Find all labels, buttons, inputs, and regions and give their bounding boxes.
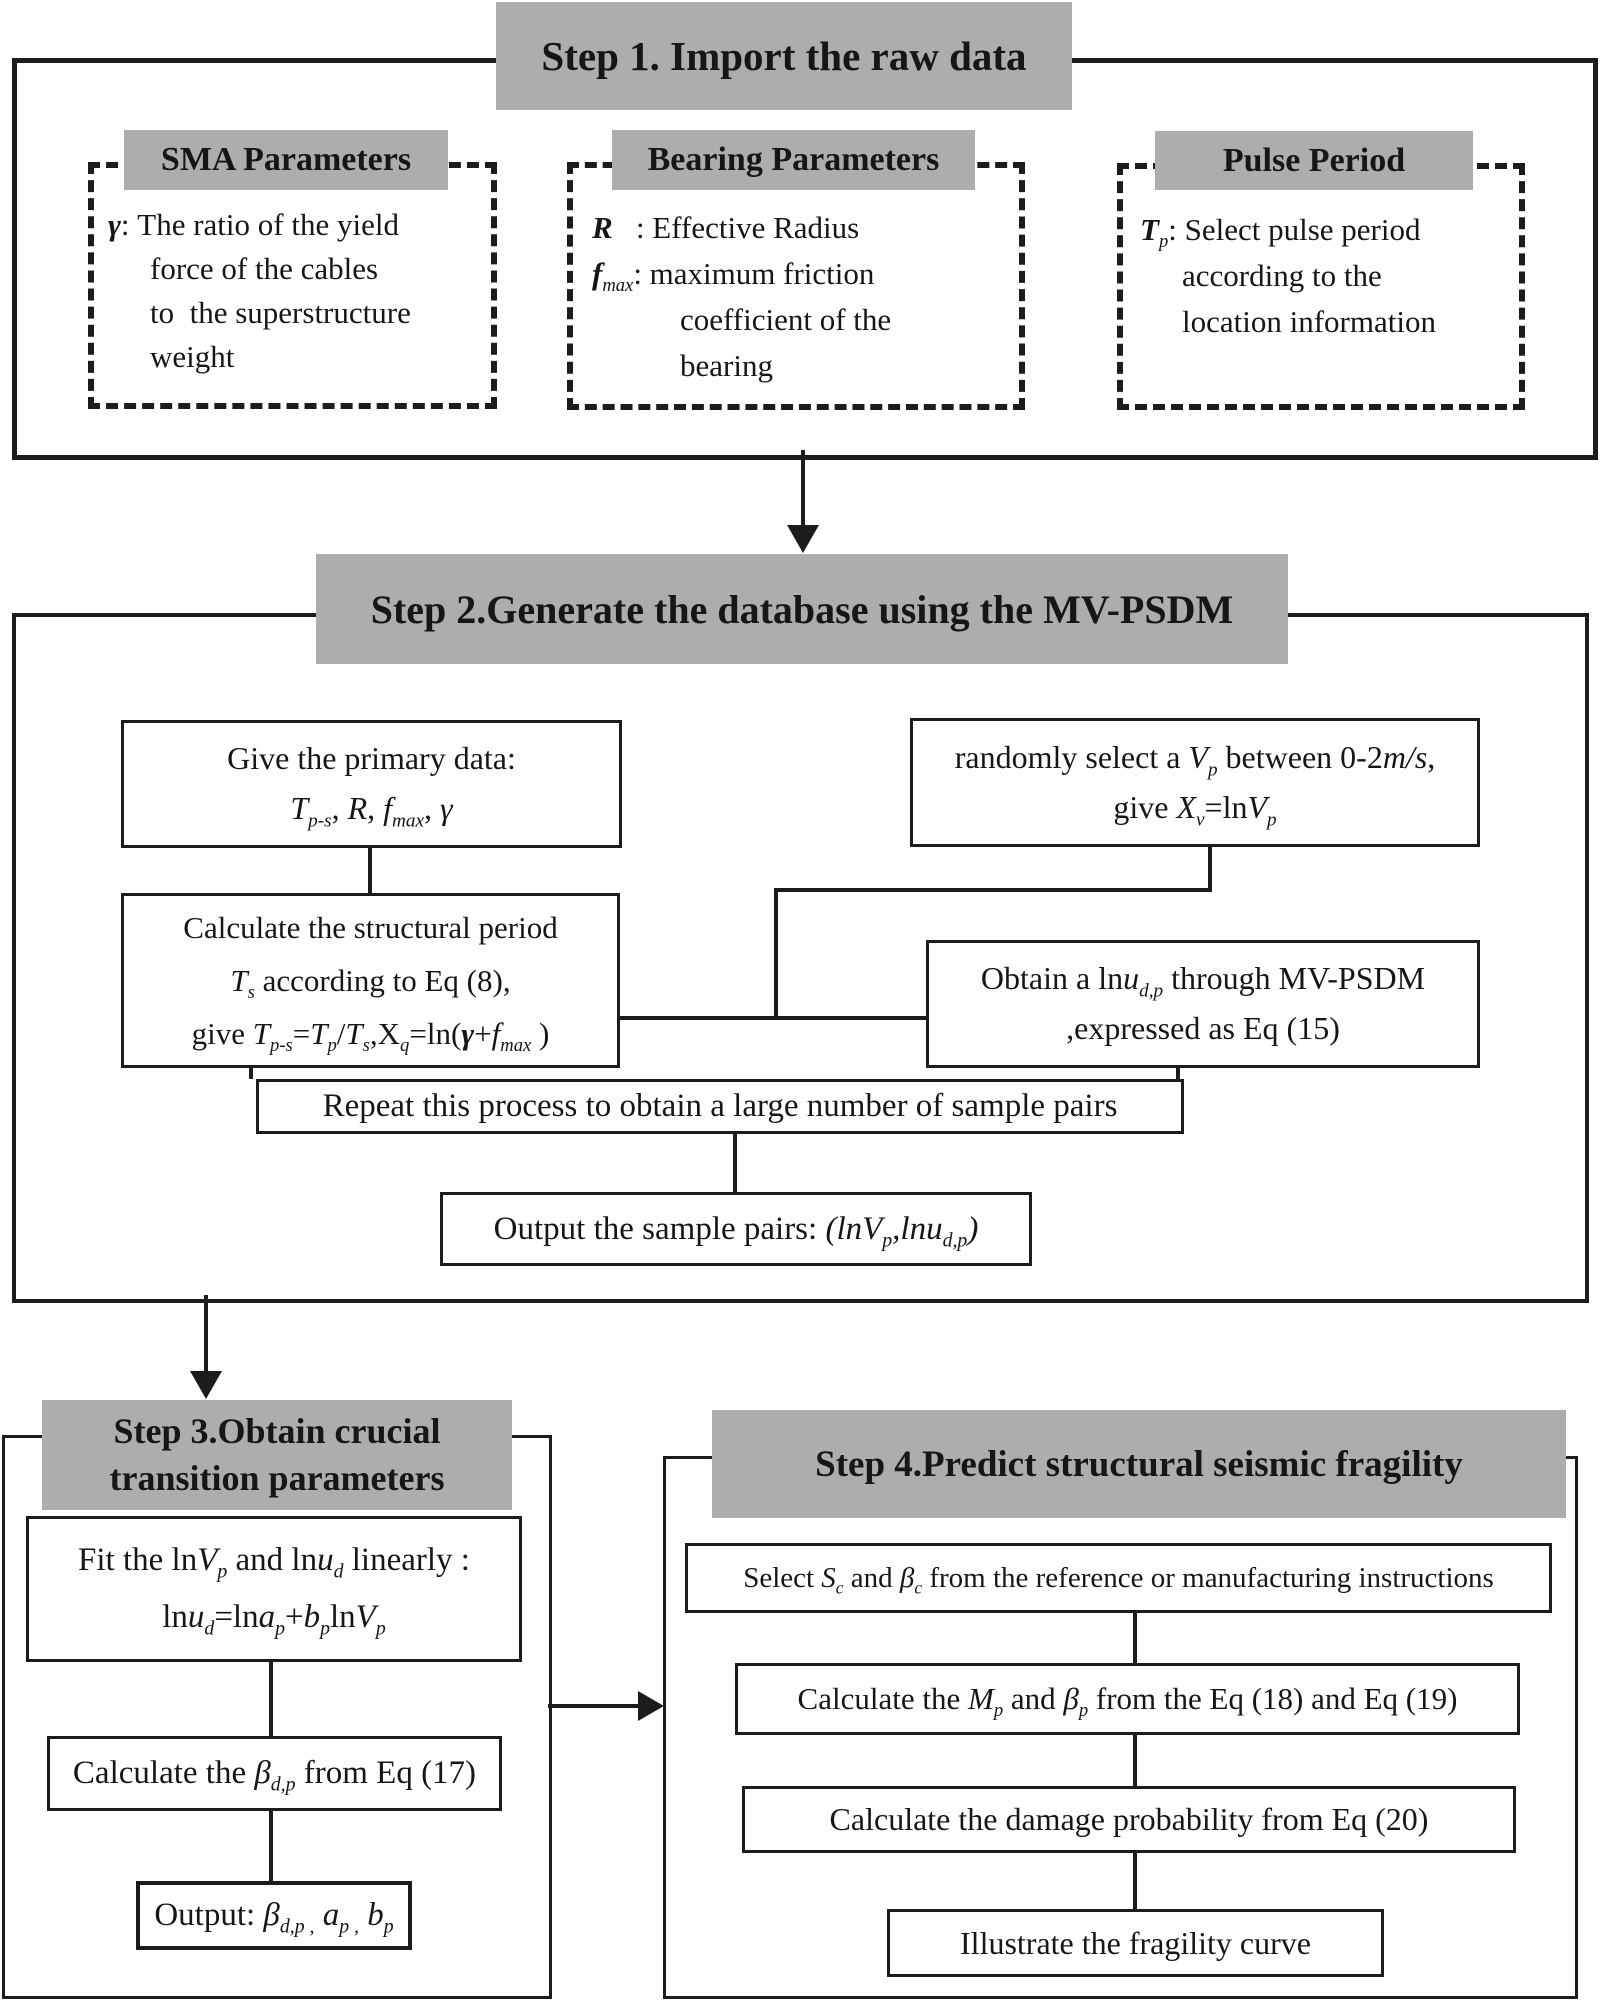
bearing-parameters-content: R : Effective Radius $f_{max}$: maximum friction coefficient of the bearing xyxy=(592,210,892,383)
step2-title: Step 2.Generate the database using the MV-PSDM xyxy=(370,586,1234,632)
connector-damage-illustrate xyxy=(1133,1853,1137,1909)
pulse-period-label xyxy=(1155,131,1473,190)
step1-header xyxy=(496,2,1072,110)
bearing-parameters-label-text: Bearing Parameters xyxy=(647,141,940,178)
calc-structural-period-box: Calculate the structural period $T_s$ according to Eq (8), give $T_{p-s}=T_p/T_s,X_q=\ln(\gamma+f_{max}$ ) xyxy=(121,893,620,1068)
sma-parameters-label xyxy=(124,130,448,190)
calc-mp-bp-box: Calculate the $M_p$ and $\beta_p$ from the Eq (18) and Eq (19) xyxy=(735,1663,1520,1735)
connector-give-to-calcperiod xyxy=(368,848,372,893)
connector-calcmp-damage xyxy=(1133,1735,1137,1786)
select-sc-bc-box: Select $S_c$ and $\beta_c$ from the reference or manufacturing instructions xyxy=(685,1543,1552,1613)
illustrate-fragility-curve-box: Illustrate the fragility curve xyxy=(887,1909,1384,1977)
connector-step3-step4 xyxy=(548,1704,640,1708)
sma-parameters-content: γ: The ratio of the yield force of the cables to the superstructure weight xyxy=(108,207,411,374)
connector-calcbeta-output xyxy=(269,1811,273,1881)
sma-parameters-label-text: SMA Parameters xyxy=(160,141,412,178)
connector-fit-calcbeta xyxy=(269,1662,273,1736)
connector-mid-vertical xyxy=(774,888,778,1020)
connector-calcperiod-repeat xyxy=(249,1068,253,1079)
connector-random-down xyxy=(1208,847,1212,892)
arrowhead-step1-step2 xyxy=(787,525,819,553)
randomly-select-vp-box: randomly select a $V_p$ between 0-2m/s, give $X_v=\ln V_p$ xyxy=(910,718,1480,847)
step4-title: Step 4.Predict structural seismic fragility xyxy=(815,1443,1463,1485)
connector-obtain-repeat xyxy=(1176,1068,1180,1079)
output-parameters-box: Output: $\beta_{d,p ,}$ $a_{p ,}$ $b_p$ xyxy=(136,1881,412,1950)
connector-calcperiod-obtain xyxy=(620,1016,926,1020)
fit-linearly-box: Fit the lnV$_p$ and lnu$_d$ linearly : $\ln u_d=\ln a_p+b_p\ln V_p$ xyxy=(26,1516,522,1662)
calc-beta-dp-box: Calculate the $\beta_{d,p}$ from Eq (17) xyxy=(47,1736,502,1811)
give-primary-data-box: Give the primary data: $T_{p-s}$, R, $f_{max}$, γ xyxy=(121,720,622,848)
repeat-process-box: Repeat this process to obtain a large number of sample pairs xyxy=(256,1079,1184,1134)
arrowhead-step2-step3 xyxy=(190,1371,222,1399)
step2-header xyxy=(316,554,1288,664)
connector-step2-step3 xyxy=(204,1295,208,1372)
connector-step1-step2 xyxy=(801,450,805,527)
step3-header: Step 3.Obtain crucial transition parameters xyxy=(42,1400,512,1510)
pulse-period-label-text: Pulse Period xyxy=(1222,141,1406,179)
output-sample-pairs-box: Output the sample pairs: (lnV$_p$,lnu$_{d,p}$) xyxy=(440,1192,1032,1266)
step1-title: Step 1. Import the raw data xyxy=(541,33,1027,79)
calc-damage-probability-box: Calculate the damage probability from Eq (20) xyxy=(742,1786,1516,1853)
bearing-parameters-label xyxy=(612,130,975,190)
obtain-lnu-box: Obtain a lnu$_{d,p}$ through MV-PSDM ,expressed as Eq (15) xyxy=(926,940,1480,1068)
arrowhead-step3-step4 xyxy=(638,1691,664,1721)
pulse-period-content: $T_p$: Select pulse period according to the location information xyxy=(1140,212,1436,339)
connector-repeat-output xyxy=(733,1134,737,1192)
step4-header xyxy=(712,1410,1566,1518)
connector-select-calcmp xyxy=(1133,1613,1137,1663)
connector-horizontal-upper xyxy=(774,888,1212,892)
